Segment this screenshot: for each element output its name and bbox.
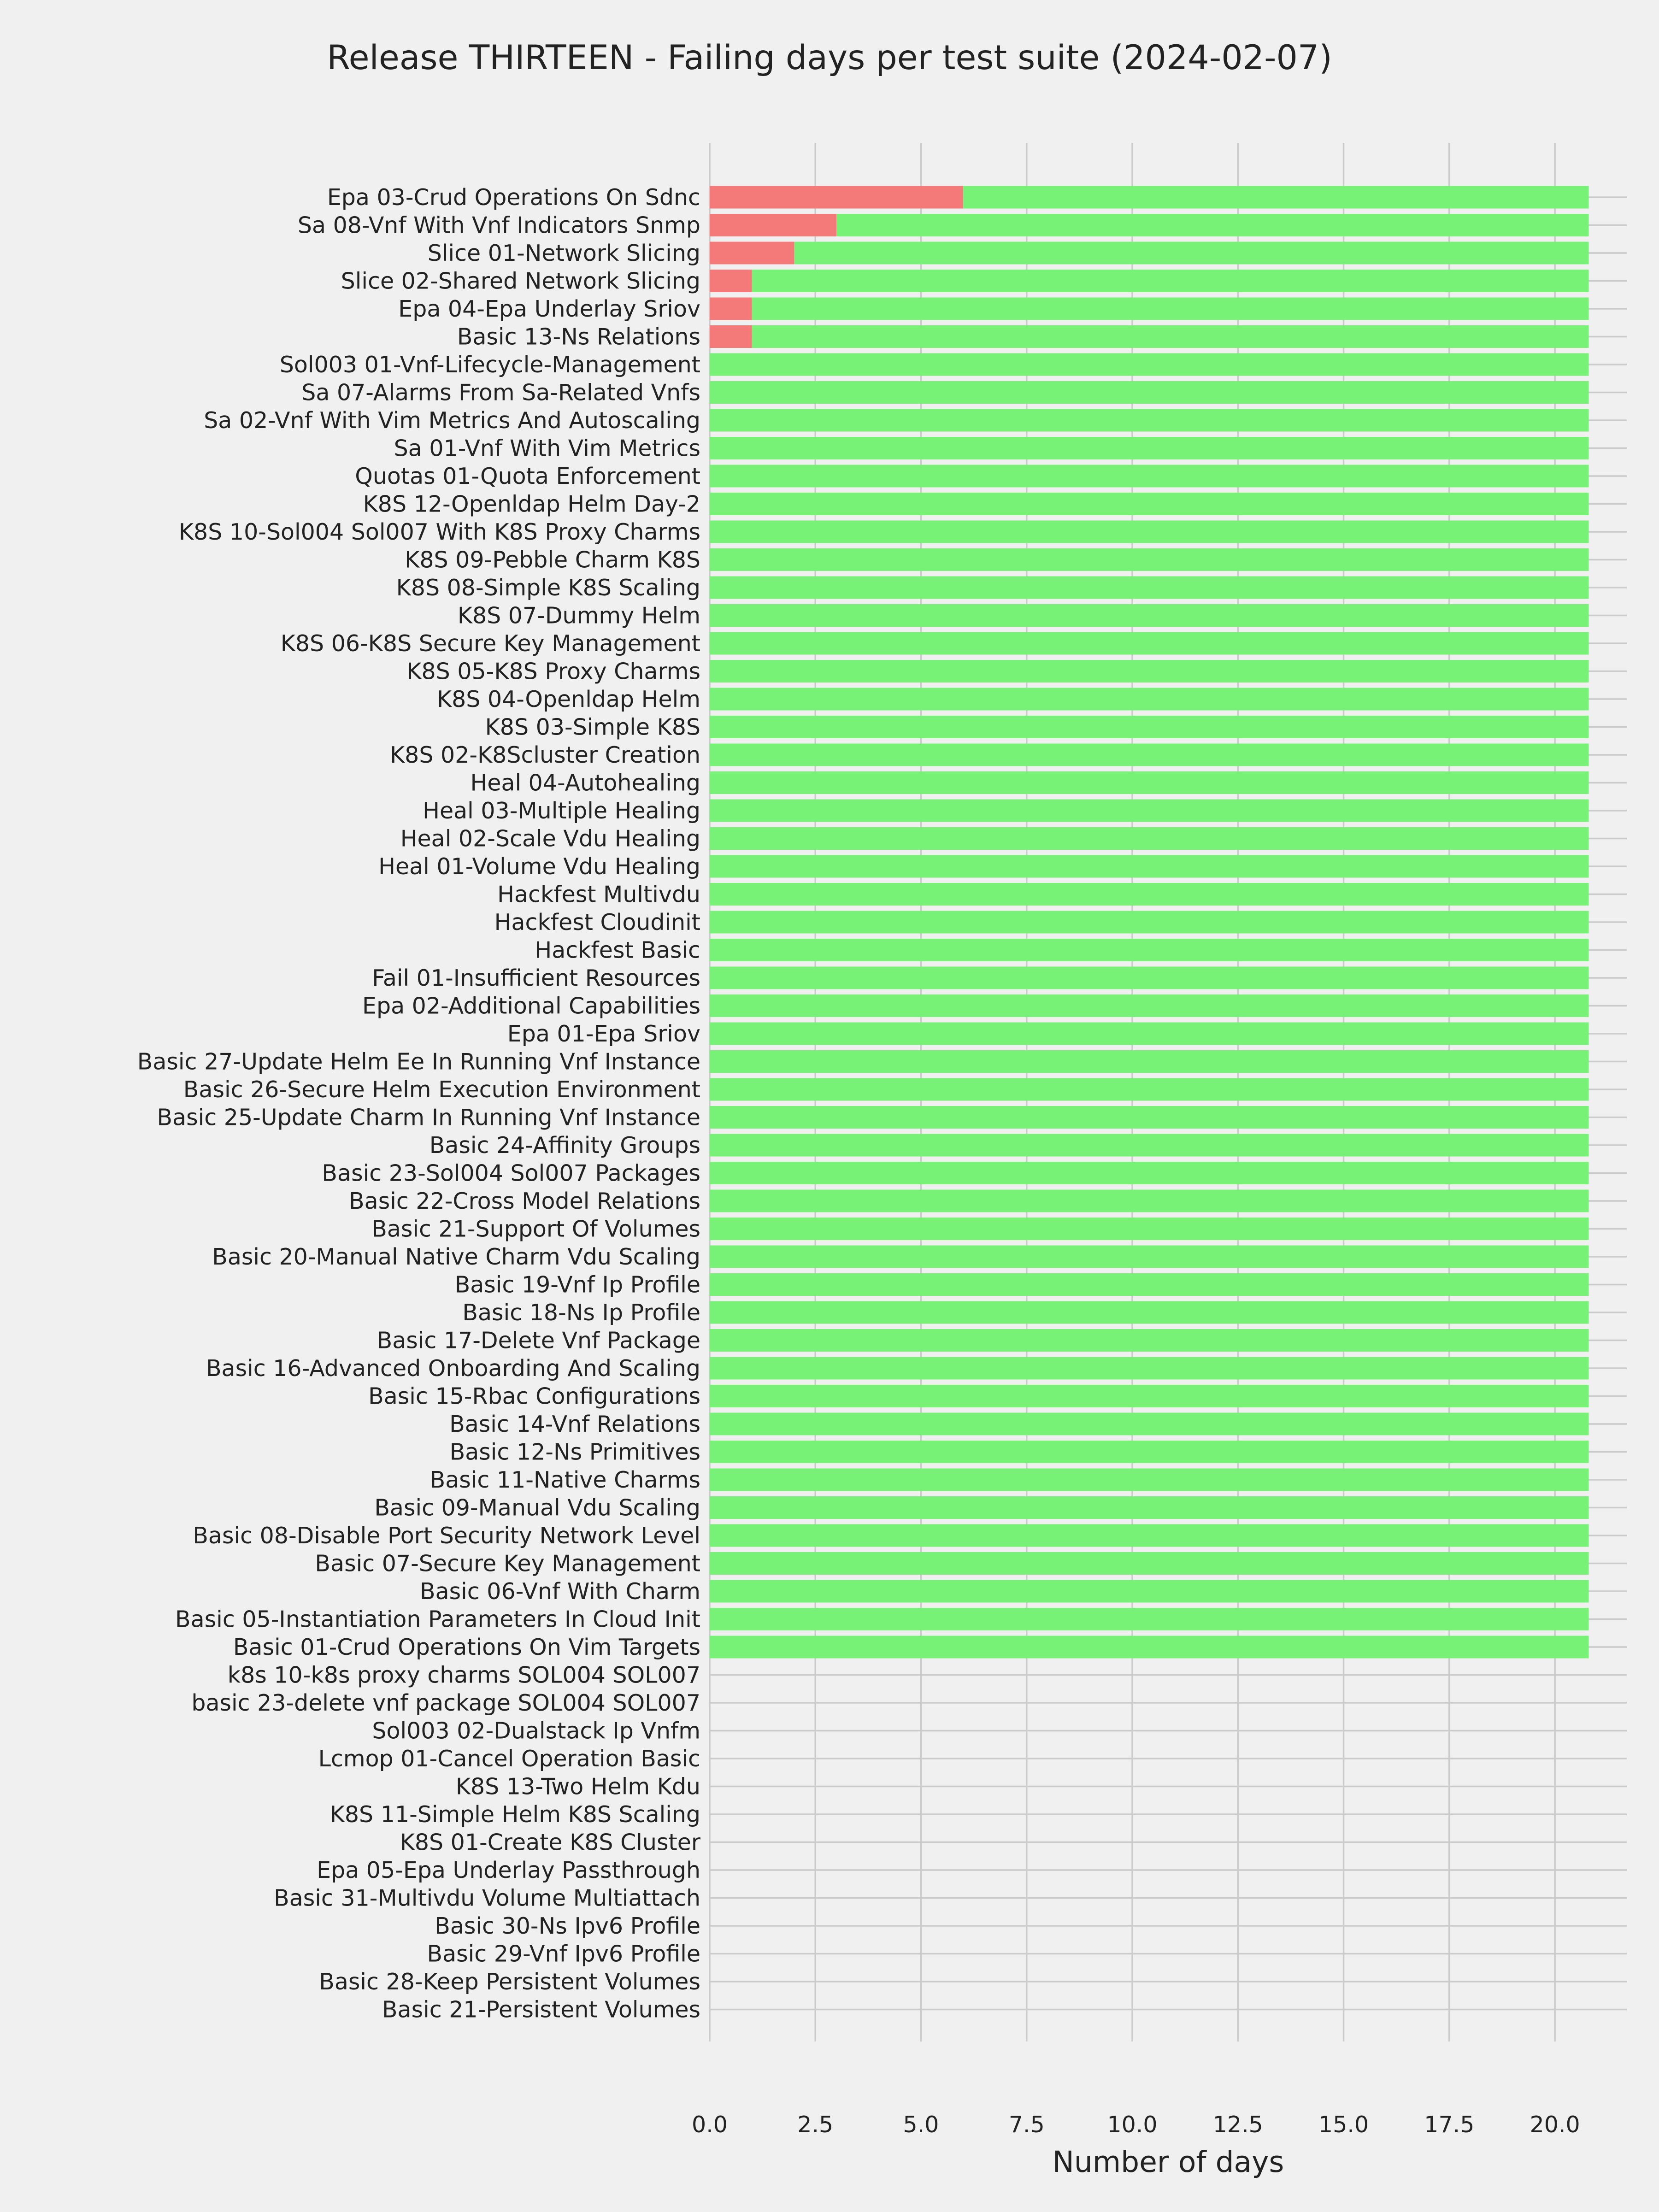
bar-passing: [710, 994, 1588, 1017]
bar-passing: [710, 827, 1588, 850]
x-tick-label: 2.5: [797, 2112, 834, 2138]
bar-passing: [710, 660, 1588, 682]
bar-passing: [710, 1023, 1588, 1045]
y-category-label: K8S 05-K8S Proxy Charms: [406, 658, 700, 685]
bar-passing: [710, 381, 1588, 404]
y-category-label: Slice 02-Shared Network Slicing: [341, 268, 700, 294]
bar-passing: [710, 465, 1588, 488]
bar-passing: [710, 1162, 1588, 1184]
y-category-label: Basic 26-Secure Helm Execution Environment: [183, 1077, 700, 1103]
chart-title: Release THIRTEEN - Failing days per test suite (2024-02-07): [327, 38, 1332, 77]
bar-passing: [710, 855, 1588, 878]
y-category-label: K8S 03-Simple K8S: [485, 714, 700, 741]
bar-passing: [710, 1134, 1588, 1157]
y-category-label: basic 23-delete vnf package SOL004 SOL007: [191, 1690, 700, 1716]
y-category-label: Epa 05-Epa Underlay Passthrough: [317, 1857, 700, 1883]
y-category-label: Epa 03-Crud Operations On Sdnc: [327, 184, 700, 211]
y-category-label: Epa 04-Epa Underlay Sriov: [398, 296, 700, 322]
x-tick-label: 20.0: [1530, 2112, 1580, 2138]
bar-passing: [710, 1106, 1588, 1129]
y-category-label: Basic 24-Affinity Groups: [429, 1132, 700, 1159]
y-category-label: K8S 12-Openldap Helm Day-2: [363, 491, 700, 518]
bar-passing: [963, 186, 1588, 209]
bar-passing: [752, 298, 1589, 320]
y-category-label: Basic 11-Native Charms: [429, 1467, 700, 1493]
x-tick-label: 17.5: [1424, 2112, 1475, 2138]
bar-passing: [710, 1496, 1588, 1519]
y-category-label: Basic 01-Crud Operations On Vim Targets: [233, 1634, 700, 1660]
bar-passing: [710, 967, 1588, 989]
y-category-label: K8S 13-Two Helm Kdu: [455, 1773, 700, 1800]
bar-passing: [710, 1246, 1588, 1268]
bar-passing: [710, 1524, 1588, 1547]
y-category-label: Sa 07-Alarms From Sa-Related Vnfs: [301, 379, 700, 406]
y-category-label: K8S 10-Sol004 Sol007 With K8S Proxy Charms: [178, 519, 700, 545]
y-category-label: Basic 05-Instantiation Parameters In Cloud Init: [175, 1606, 700, 1633]
bar-passing: [710, 1078, 1588, 1101]
bar-passing: [710, 771, 1588, 794]
bar-passing: [710, 800, 1588, 822]
bar-failing: [710, 214, 836, 236]
y-category-label: Basic 14-Vnf Relations: [449, 1411, 700, 1437]
y-category-label: K8S 01-Create K8S Cluster: [400, 1829, 700, 1856]
y-category-label: Sa 01-Vnf With Vim Metrics: [394, 435, 700, 462]
bar-passing: [710, 1413, 1588, 1435]
y-category-label: Basic 19-Vnf Ip Profile: [454, 1271, 700, 1298]
y-category-label: Basic 31-Multivdu Volume Multiattach: [274, 1885, 700, 1912]
bar-passing: [710, 1385, 1588, 1407]
y-category-label: Hackfest Basic: [535, 937, 700, 964]
bar-passing: [710, 1273, 1588, 1296]
bar-passing: [710, 1357, 1588, 1380]
y-category-label: Basic 22-Cross Model Relations: [349, 1188, 700, 1214]
bar-failing: [710, 270, 752, 292]
bar-passing: [710, 1580, 1588, 1603]
y-category-label: Epa 02-Additional Capabilities: [362, 993, 700, 1019]
bar-passing: [710, 688, 1588, 711]
y-category-label: Sa 08-Vnf With Vnf Indicators Snmp: [297, 212, 700, 239]
y-category-label: Basic 09-Manual Vdu Scaling: [374, 1494, 700, 1521]
y-category-label: Basic 12-Ns Primitives: [449, 1439, 700, 1465]
bar-passing: [710, 1469, 1588, 1491]
bar-failing: [710, 242, 794, 265]
bar-passing: [710, 883, 1588, 906]
bar-passing: [710, 577, 1588, 599]
y-category-label: Basic 13-Ns Relations: [457, 324, 700, 350]
y-category-label: Slice 01-Network Slicing: [427, 240, 700, 266]
y-category-label: Basic 18-Ns Ip Profile: [462, 1300, 700, 1326]
y-category-label: Heal 02-Scale Vdu Healing: [400, 825, 700, 852]
y-category-label: K8S 11-Simple Helm K8S Scaling: [329, 1801, 700, 1828]
bar-passing: [710, 437, 1588, 459]
bar-passing: [836, 214, 1588, 236]
y-category-label: k8s 10-k8s proxy charms SOL004 SOL007: [227, 1662, 700, 1688]
bar-passing: [710, 939, 1588, 961]
y-category-label: Sol003 02-Dualstack Ip Vnfm: [372, 1718, 700, 1744]
bar-passing: [710, 604, 1588, 627]
x-tick-label: 5.0: [903, 2112, 939, 2138]
y-category-label: K8S 04-Openldap Helm: [436, 686, 700, 712]
x-tick-label: 7.5: [1008, 2112, 1045, 2138]
bar-passing: [710, 1050, 1588, 1073]
x-tick-label: 15.0: [1318, 2112, 1369, 2138]
x-tick-label: 10.0: [1107, 2112, 1158, 2138]
bar-passing: [710, 1608, 1588, 1630]
bar-passing: [794, 242, 1588, 265]
y-category-label: Basic 21-Persistent Volumes: [382, 1996, 700, 2023]
y-category-label: Basic 15-Rbac Configurations: [368, 1383, 700, 1410]
y-category-label: Epa 01-Epa Sriov: [507, 1021, 700, 1047]
y-category-label: K8S 07-Dummy Helm: [457, 602, 700, 629]
y-category-label: Fail 01-Insufficient Resources: [372, 965, 700, 991]
bar-passing: [710, 1301, 1588, 1324]
bar-passing: [710, 744, 1588, 766]
x-tick-label: 12.5: [1212, 2112, 1263, 2138]
bar-passing: [752, 270, 1589, 292]
y-category-label: Quotas 01-Quota Enforcement: [355, 463, 700, 489]
x-axis-ticks: [692, 2112, 1580, 2138]
y-category-label: Basic 25-Update Charm In Running Vnf Instance: [157, 1104, 700, 1131]
y-category-label: K8S 09-Pebble Charm K8S: [405, 547, 700, 573]
bar-passing: [710, 548, 1588, 571]
bar-passing: [752, 325, 1589, 348]
y-category-label: K8S 02-K8Scluster Creation: [390, 742, 700, 768]
y-category-label: Basic 16-Advanced Onboarding And Scaling: [206, 1355, 700, 1382]
y-category-label: Basic 20-Manual Native Charm Vdu Scaling: [212, 1244, 700, 1270]
bar-passing: [710, 1218, 1588, 1240]
bar-passing: [710, 409, 1588, 432]
bar-passing: [710, 1329, 1588, 1352]
y-category-label: K8S 08-Simple K8S Scaling: [396, 575, 700, 601]
y-category-label: Basic 17-Delete Vnf Package: [377, 1327, 700, 1354]
y-category-label: Sa 02-Vnf With Vim Metrics And Autoscaling: [204, 407, 700, 434]
bar-passing: [710, 1441, 1588, 1463]
y-category-label: Hackfest Cloudinit: [494, 909, 700, 935]
y-category-label: Lcmop 01-Cancel Operation Basic: [318, 1746, 700, 1772]
y-category-label: Basic 06-Vnf With Charm: [419, 1578, 700, 1605]
y-category-label: Basic 27-Update Helm Ee In Running Vnf Instance: [137, 1048, 700, 1075]
bar-failing: [710, 325, 752, 348]
y-category-label: Basic 29-Vnf Ipv6 Profile: [427, 1941, 700, 1967]
x-tick-label: 0.0: [692, 2112, 728, 2138]
y-category-label: Basic 28-Keep Persistent Volumes: [319, 1969, 700, 1995]
bar-failing: [710, 298, 752, 320]
bar-passing: [710, 1636, 1588, 1659]
y-category-label: Basic 08-Disable Port Security Network Level: [193, 1523, 700, 1549]
y-category-label: Basic 07-Secure Key Management: [315, 1550, 700, 1577]
x-axis-title: Number of days: [1052, 2145, 1284, 2179]
bar-passing: [710, 521, 1588, 543]
bar-passing: [710, 1190, 1588, 1212]
y-category-label: Hackfest Multivdu: [497, 881, 700, 908]
y-category-label: Sol003 01-Vnf-Lifecycle-Management: [279, 352, 700, 378]
y-category-label: Basic 30-Ns Ipv6 Profile: [435, 1913, 700, 1939]
bar-passing: [710, 911, 1588, 934]
bar-passing: [710, 493, 1588, 515]
bar-passing: [710, 632, 1588, 655]
bar-failing: [710, 186, 963, 209]
bar-passing: [710, 716, 1588, 738]
y-category-label: Basic 23-Sol004 Sol007 Packages: [322, 1160, 700, 1187]
y-category-label: Heal 04-Autohealing: [470, 770, 700, 796]
y-category-label: Basic 21-Support Of Volumes: [371, 1216, 700, 1242]
bar-passing: [710, 353, 1588, 376]
bar-passing: [710, 1552, 1588, 1575]
y-category-label: Heal 01-Volume Vdu Healing: [378, 853, 700, 880]
y-category-label: Heal 03-Multiple Healing: [423, 798, 700, 824]
y-category-label: K8S 06-K8S Secure Key Management: [280, 630, 700, 657]
